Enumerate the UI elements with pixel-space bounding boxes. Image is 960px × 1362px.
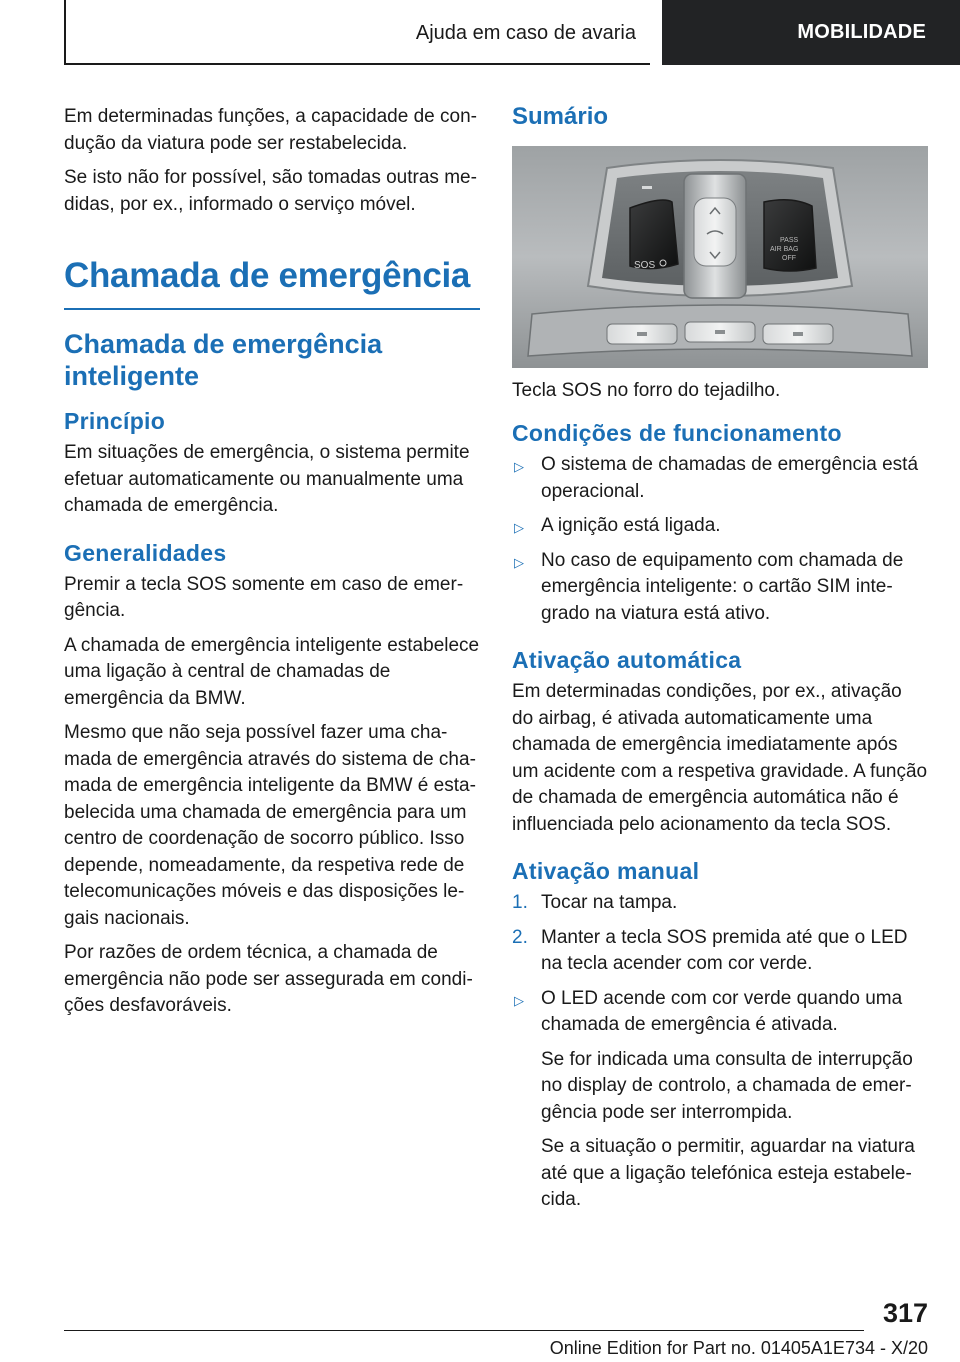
step-text: Manter a tecla SOS premida até que o LED na tecla acender com cor verde. [541, 926, 908, 974]
step-number: 1. [512, 892, 528, 913]
triangle-bullet-icon: ▷ [514, 459, 524, 474]
manual-result-text-2: Se for indicada uma consulta de interrupção no display de controlo, a chamada de emergência pode ser interrompida. [541, 1048, 913, 1123]
header-chapter-label: MOBILIDADE [797, 21, 926, 43]
generalidades-paragraph-4: Por razões de ordem técnica, a chamada de emergência não pode ser assegurada em condições desfavoráveis. [64, 942, 473, 1016]
manual-result-text: O LED acende com cor verde quando uma chamada de emergência é ativada. [541, 987, 903, 1035]
airbag-label-2: AIR BAG [770, 246, 799, 253]
header-section-title: Ajuda em caso de avaria [415, 22, 636, 44]
triangle-bullet-icon: ▷ [514, 992, 524, 1008]
step-number: 2. [512, 926, 528, 948]
ativacao-automatica-text: Em determinadas condições, por ex., ativação do airbag, é ativada automaticamente uma chamada de emergência imediatamente após um acidente com a respetiva gravidade. A função de chamada de emergência automática não é influenciada pelo acionamento da tecla SOS. [512, 681, 928, 835]
ativacao-automatica-heading: Ativação automática [512, 647, 742, 673]
page-number: 317 [882, 1298, 928, 1328]
condicoes-item [512, 548, 928, 628]
principio-heading: Princípio [64, 408, 166, 434]
left-column [64, 104, 480, 1028]
condicoes-item [512, 452, 928, 505]
manual-result-item [512, 986, 928, 1214]
intro-paragraph-1: Em determinadas funções, a capacidade de condução da viatura pode ser restabelecida. [64, 106, 477, 154]
sumario-heading: Sumário [512, 103, 609, 130]
sos-label: SOS [634, 260, 656, 271]
generalidades-paragraph-1: Premir a tecla SOS somente em caso de emergência. [64, 573, 464, 621]
section-heading: Chamada de emergência [64, 256, 471, 295]
footer-edition: Online Edition for Part no. 01405A1E734 - X/20 [549, 1338, 928, 1358]
manual-steps-list [512, 890, 928, 978]
condicoes-list [512, 452, 928, 627]
section-heading-rule [64, 308, 480, 310]
subsection-heading: Chamada de emergência inteligente [64, 329, 383, 391]
footer-rule [64, 1330, 864, 1331]
manual-result-text-3: Se a situação o permitir, aguardar na viatura até que a ligação telefónica esteja estabelecida. [541, 1136, 915, 1210]
sos-button-photo [512, 146, 928, 368]
generalidades-heading: Generalidades [64, 539, 227, 566]
photo-caption: Tecla SOS no forro do tejadilho. [512, 380, 781, 401]
intro-paragraph-2: Se isto não for possível, são tomadas outras medidas, por ex., informado o serviço móvel. [64, 167, 477, 215]
step-text: Tocar na tampa. [541, 892, 678, 913]
condicoes-heading: Condições de funcionamento [512, 420, 842, 446]
condicoes-item-text: A ignição está ligada. [541, 515, 721, 536]
right-column [512, 104, 928, 1222]
header-chapter-tab [662, 0, 960, 65]
header-bottom-rule [64, 63, 650, 65]
generalidades-paragraph-2: A chamada de emergência inteligente estabelece uma ligação à central de chamadas de emergência da BMW. [64, 634, 480, 709]
triangle-bullet-icon: ▷ [514, 520, 524, 535]
manual-result-list [512, 986, 928, 1214]
principio-text: Em situações de emergência, o sistema permite efetuar automaticamente ou manualmente uma chamada de emergência. [64, 442, 470, 516]
ativacao-manual-heading: Ativação manual [512, 858, 700, 884]
manual-step [512, 890, 928, 917]
airbag-label-3: OFF [782, 255, 796, 262]
triangle-bullet-icon: ▷ [514, 554, 524, 570]
manual-step [512, 925, 928, 978]
airbag-label-1: PASS [780, 237, 799, 244]
condicoes-item-text: No caso de equipamento com chamada de emergência inteligente: o cartão SIM integrado na viatura está ativo. [541, 549, 904, 624]
condicoes-item [512, 513, 928, 540]
condicoes-item-text: O sistema de chamadas de emergência está operacional. [541, 454, 919, 502]
generalidades-paragraph-3: Mesmo que não seja possível fazer uma chamada de emergência através do sistema de chamada de emergência inteligente da BMW é estabelecida uma chamada de emergência para um centro de coordenação de socorro público. Isso depende, nomeadamente, da respetiva rede de telecomunicações móveis e das disposições legais nacionais. [64, 722, 476, 929]
